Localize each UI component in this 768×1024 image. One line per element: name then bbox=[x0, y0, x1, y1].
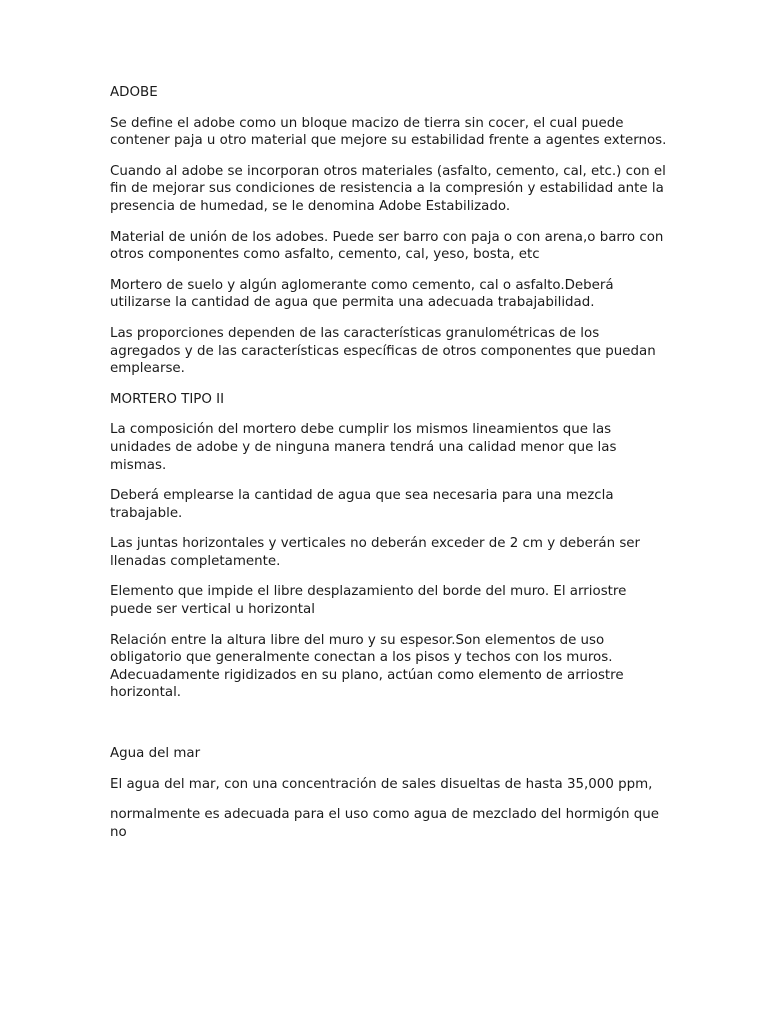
heading-mortero-tipo-ii: MORTERO TIPO II bbox=[110, 391, 225, 407]
document-page bbox=[110, 84, 670, 854]
paragraph-mortero-suelo: Mortero de suelo y algún aglomerante como cemento, cal o asfalto.Deberá utilizarse la cantidad de agua que permita una adecuada trabajabilidad. bbox=[110, 277, 614, 311]
heading-adobe: ADOBE bbox=[110, 85, 158, 100]
blank-space bbox=[110, 715, 670, 745]
paragraph-agua-mar-uso: normalmente es adecuada para el uso como agua de mezclado del hormigón que no bbox=[110, 807, 660, 840]
paragraph-cantidad-agua: Deberá emplearse la cantidad de agua que sea necesaria para una mezcla trabajable. bbox=[110, 488, 614, 521]
paragraph-relacion-altura: Relación entre la altura libre del muro y su espesor.Son elementos de uso obligatorio que generalmente conectan a los pisos y techos con los muros. Adecuadamente rigidizados en su plano, actúan como elemento de arriostre horizontal. bbox=[110, 632, 624, 701]
paragraph-adobe-estabilizado: Cuando al adobe se incorporan otros materiales (asfalto, cemento, cal, etc.) con el fin de mejorar sus condiciones de resistencia a la compresión y estabilidad ante la presencia de humedad, se le denomina Adobe Estabilizado. bbox=[110, 163, 666, 214]
heading-agua-del-mar: Agua del mar bbox=[110, 746, 201, 762]
paragraph-agua-mar-concentracion: El agua del mar, con una concentración de sales disueltas de hasta 35,000 ppm, bbox=[110, 776, 653, 792]
paragraph-material-union: Material de unión de los adobes. Puede ser barro con paja o con arena,o barro con otros componentes como asfalto, cemento, cal, yeso, bosta, etc bbox=[110, 229, 664, 263]
paragraph-juntas: Las juntas horizontales y verticales no deberán exceder de 2 cm y deberán ser llenadas completamente. bbox=[110, 536, 641, 569]
paragraph-arriostre: Elemento que impide el libre desplazamiento del borde del muro. El arriostre puede ser vertical u horizontal bbox=[110, 584, 627, 618]
paragraph-adobe-definition: Se define el adobe como un bloque macizo de tierra sin cocer, el cual puede contener paja u otro material que mejore su estabilidad frente a agentes externos. bbox=[110, 115, 667, 149]
paragraph-proporciones: Las proporciones dependen de las características granulométricas de los agregados y de las características específicas de otros componentes que puedan emplearse. bbox=[110, 325, 656, 377]
paragraph-composicion-mortero: La composición del mortero debe cumplir los mismos lineamientos que las unidades de adobe y de ninguna manera tendrá una calidad menor que las mismas. bbox=[110, 422, 617, 473]
